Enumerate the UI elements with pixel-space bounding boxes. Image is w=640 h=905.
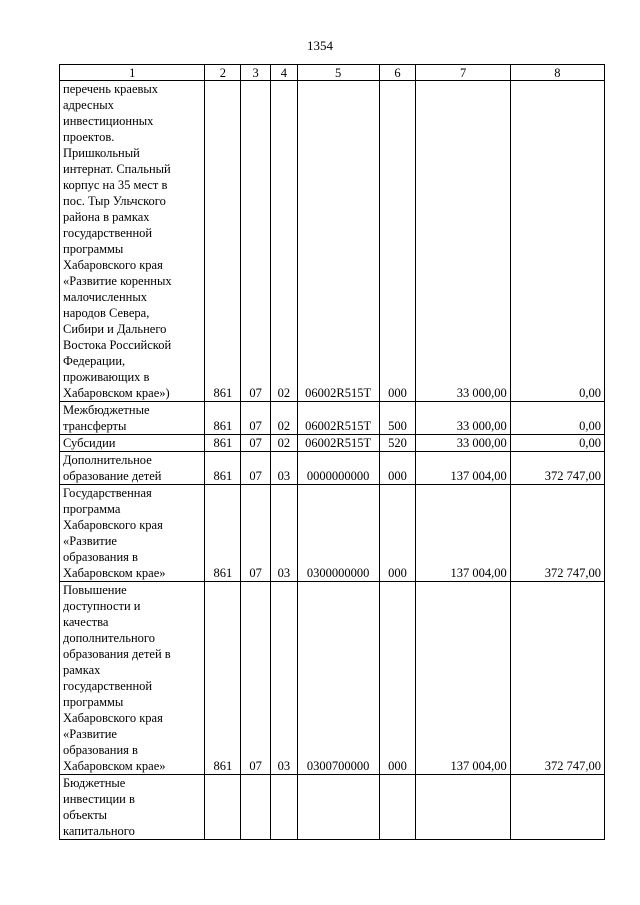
description-line: образования в	[63, 550, 138, 564]
description-line: программы	[63, 695, 124, 709]
table-row	[60, 81, 605, 402]
cell-amount-next: 372 747,00	[510, 582, 604, 775]
cell-amount-current: 33 000,00	[416, 402, 510, 435]
description-line: инвестиции в	[63, 792, 135, 806]
description-line: адресных	[63, 98, 114, 112]
cell-expense-type: 000	[379, 485, 416, 582]
cell-target-article: 06002R515T	[297, 402, 379, 435]
cell-subsection: 02	[271, 402, 298, 435]
cell-amount-current: 33 000,00	[416, 435, 510, 452]
cell-amount-current: 137 004,00	[416, 485, 510, 582]
column-header: 3	[241, 65, 271, 81]
cell-target-article: 06002R515T	[297, 435, 379, 452]
description-line: Субсидии	[63, 436, 116, 450]
description-line: малочисленных	[63, 290, 147, 304]
row-description	[60, 582, 205, 775]
cell-target-article: 06002R515T	[297, 81, 379, 402]
description-line: капитального	[63, 824, 135, 838]
description-line: образование детей	[63, 469, 162, 483]
cell-expense-type: 000	[379, 81, 416, 402]
cell-subsection: 02	[271, 435, 298, 452]
cell-section: 07	[241, 485, 271, 582]
cell-subsection: 03	[271, 582, 298, 775]
column-header: 5	[297, 65, 379, 81]
row-description	[60, 402, 205, 435]
description-line: Федерации,	[63, 354, 126, 368]
table-row	[60, 435, 605, 452]
description-line: Сибири и Дальнего	[63, 322, 167, 336]
cell-ministry-code: 861	[205, 485, 241, 582]
description-line: государственной	[63, 679, 153, 693]
cell-amount-next	[510, 775, 604, 840]
cell-amount-next: 372 747,00	[510, 485, 604, 582]
description-line: корпус на 35 мест в	[63, 178, 168, 192]
description-line: Востока Российской	[63, 338, 172, 352]
description-line: инвестиционных	[63, 114, 154, 128]
description-line: Хабаровского края	[63, 518, 163, 532]
cell-expense-type: 000	[379, 452, 416, 485]
description-line: рамках	[63, 663, 101, 677]
cell-subsection: 03	[271, 452, 298, 485]
description-line: района в рамках	[63, 210, 150, 224]
cell-ministry-code: 861	[205, 402, 241, 435]
cell-subsection: 02	[271, 81, 298, 402]
description-line: доступности и	[63, 599, 141, 613]
header-row	[60, 65, 605, 81]
description-line: Хабаровского края	[63, 258, 163, 272]
cell-amount-next: 0,00	[510, 81, 604, 402]
row-description	[60, 81, 205, 402]
cell-amount-current: 137 004,00	[416, 452, 510, 485]
description-line: народов Севера,	[63, 306, 150, 320]
description-line: образования детей в	[63, 647, 171, 661]
cell-amount-next: 0,00	[510, 435, 604, 452]
budget-table	[59, 64, 605, 840]
cell-section: 07	[241, 81, 271, 402]
cell-section: 07	[241, 582, 271, 775]
cell-ministry-code: 861	[205, 582, 241, 775]
row-description	[60, 435, 205, 452]
cell-section: 07	[241, 435, 271, 452]
column-header: 2	[205, 65, 241, 81]
cell-expense-type: 520	[379, 435, 416, 452]
description-line: качества	[63, 615, 109, 629]
description-line: «Развитие коренных	[63, 274, 172, 288]
cell-section: 07	[241, 452, 271, 485]
description-line: проектов.	[63, 130, 115, 144]
cell-ministry-code	[205, 775, 241, 840]
column-header: 4	[271, 65, 298, 81]
description-line: Бюджетные	[63, 776, 126, 790]
cell-ministry-code: 861	[205, 452, 241, 485]
page-number: 1354	[307, 38, 333, 53]
cell-expense-type	[379, 775, 416, 840]
table-row	[60, 775, 605, 840]
description-line: Хабаровском крае»)	[63, 386, 170, 400]
cell-target-article: 0000000000	[297, 452, 379, 485]
cell-ministry-code: 861	[205, 435, 241, 452]
description-line: Межбюджетные	[63, 403, 150, 417]
description-line: программа	[63, 502, 121, 516]
description-line: Хабаровском крае»	[63, 566, 166, 580]
description-line: пос. Тыр Ульчского	[63, 194, 166, 208]
cell-amount-current: 33 000,00	[416, 81, 510, 402]
table-row	[60, 582, 605, 775]
row-description	[60, 452, 205, 485]
description-line: трансферты	[63, 419, 127, 433]
cell-amount-current: 137 004,00	[416, 582, 510, 775]
description-line: дополнительного	[63, 631, 155, 645]
cell-ministry-code: 861	[205, 81, 241, 402]
cell-target-article: 0300000000	[297, 485, 379, 582]
column-header: 6	[379, 65, 416, 81]
cell-subsection	[271, 775, 298, 840]
description-line: государственной	[63, 226, 153, 240]
description-line: Государственная	[63, 486, 152, 500]
description-line: программы	[63, 242, 124, 256]
description-line: объекты	[63, 808, 108, 822]
cell-target-article: 0300700000	[297, 582, 379, 775]
table-row	[60, 485, 605, 582]
cell-subsection: 03	[271, 485, 298, 582]
cell-amount-next: 0,00	[510, 402, 604, 435]
column-header: 7	[416, 65, 510, 81]
description-line: «Развитие	[63, 727, 117, 741]
description-line: интернат. Спальный	[63, 162, 171, 176]
cell-section	[241, 775, 271, 840]
description-line: Пришкольный	[63, 146, 140, 160]
table-row	[60, 452, 605, 485]
description-line: образования в	[63, 743, 138, 757]
description-line: Повышение	[63, 583, 127, 597]
description-line: Дополнительное	[63, 453, 152, 467]
cell-target-article	[297, 775, 379, 840]
column-header: 8	[510, 65, 604, 81]
cell-amount-current	[416, 775, 510, 840]
cell-section: 07	[241, 402, 271, 435]
cell-expense-type: 500	[379, 402, 416, 435]
column-header: 1	[60, 65, 205, 81]
row-description	[60, 485, 205, 582]
cell-amount-next: 372 747,00	[510, 452, 604, 485]
cell-expense-type: 000	[379, 582, 416, 775]
description-line: «Развитие	[63, 534, 117, 548]
description-line: проживающих в	[63, 370, 150, 384]
description-line: Хабаровском крае»	[63, 759, 166, 773]
description-line: Хабаровского края	[63, 711, 163, 725]
row-description	[60, 775, 205, 840]
table-row	[60, 402, 605, 435]
description-line: перечень краевых	[63, 82, 159, 96]
